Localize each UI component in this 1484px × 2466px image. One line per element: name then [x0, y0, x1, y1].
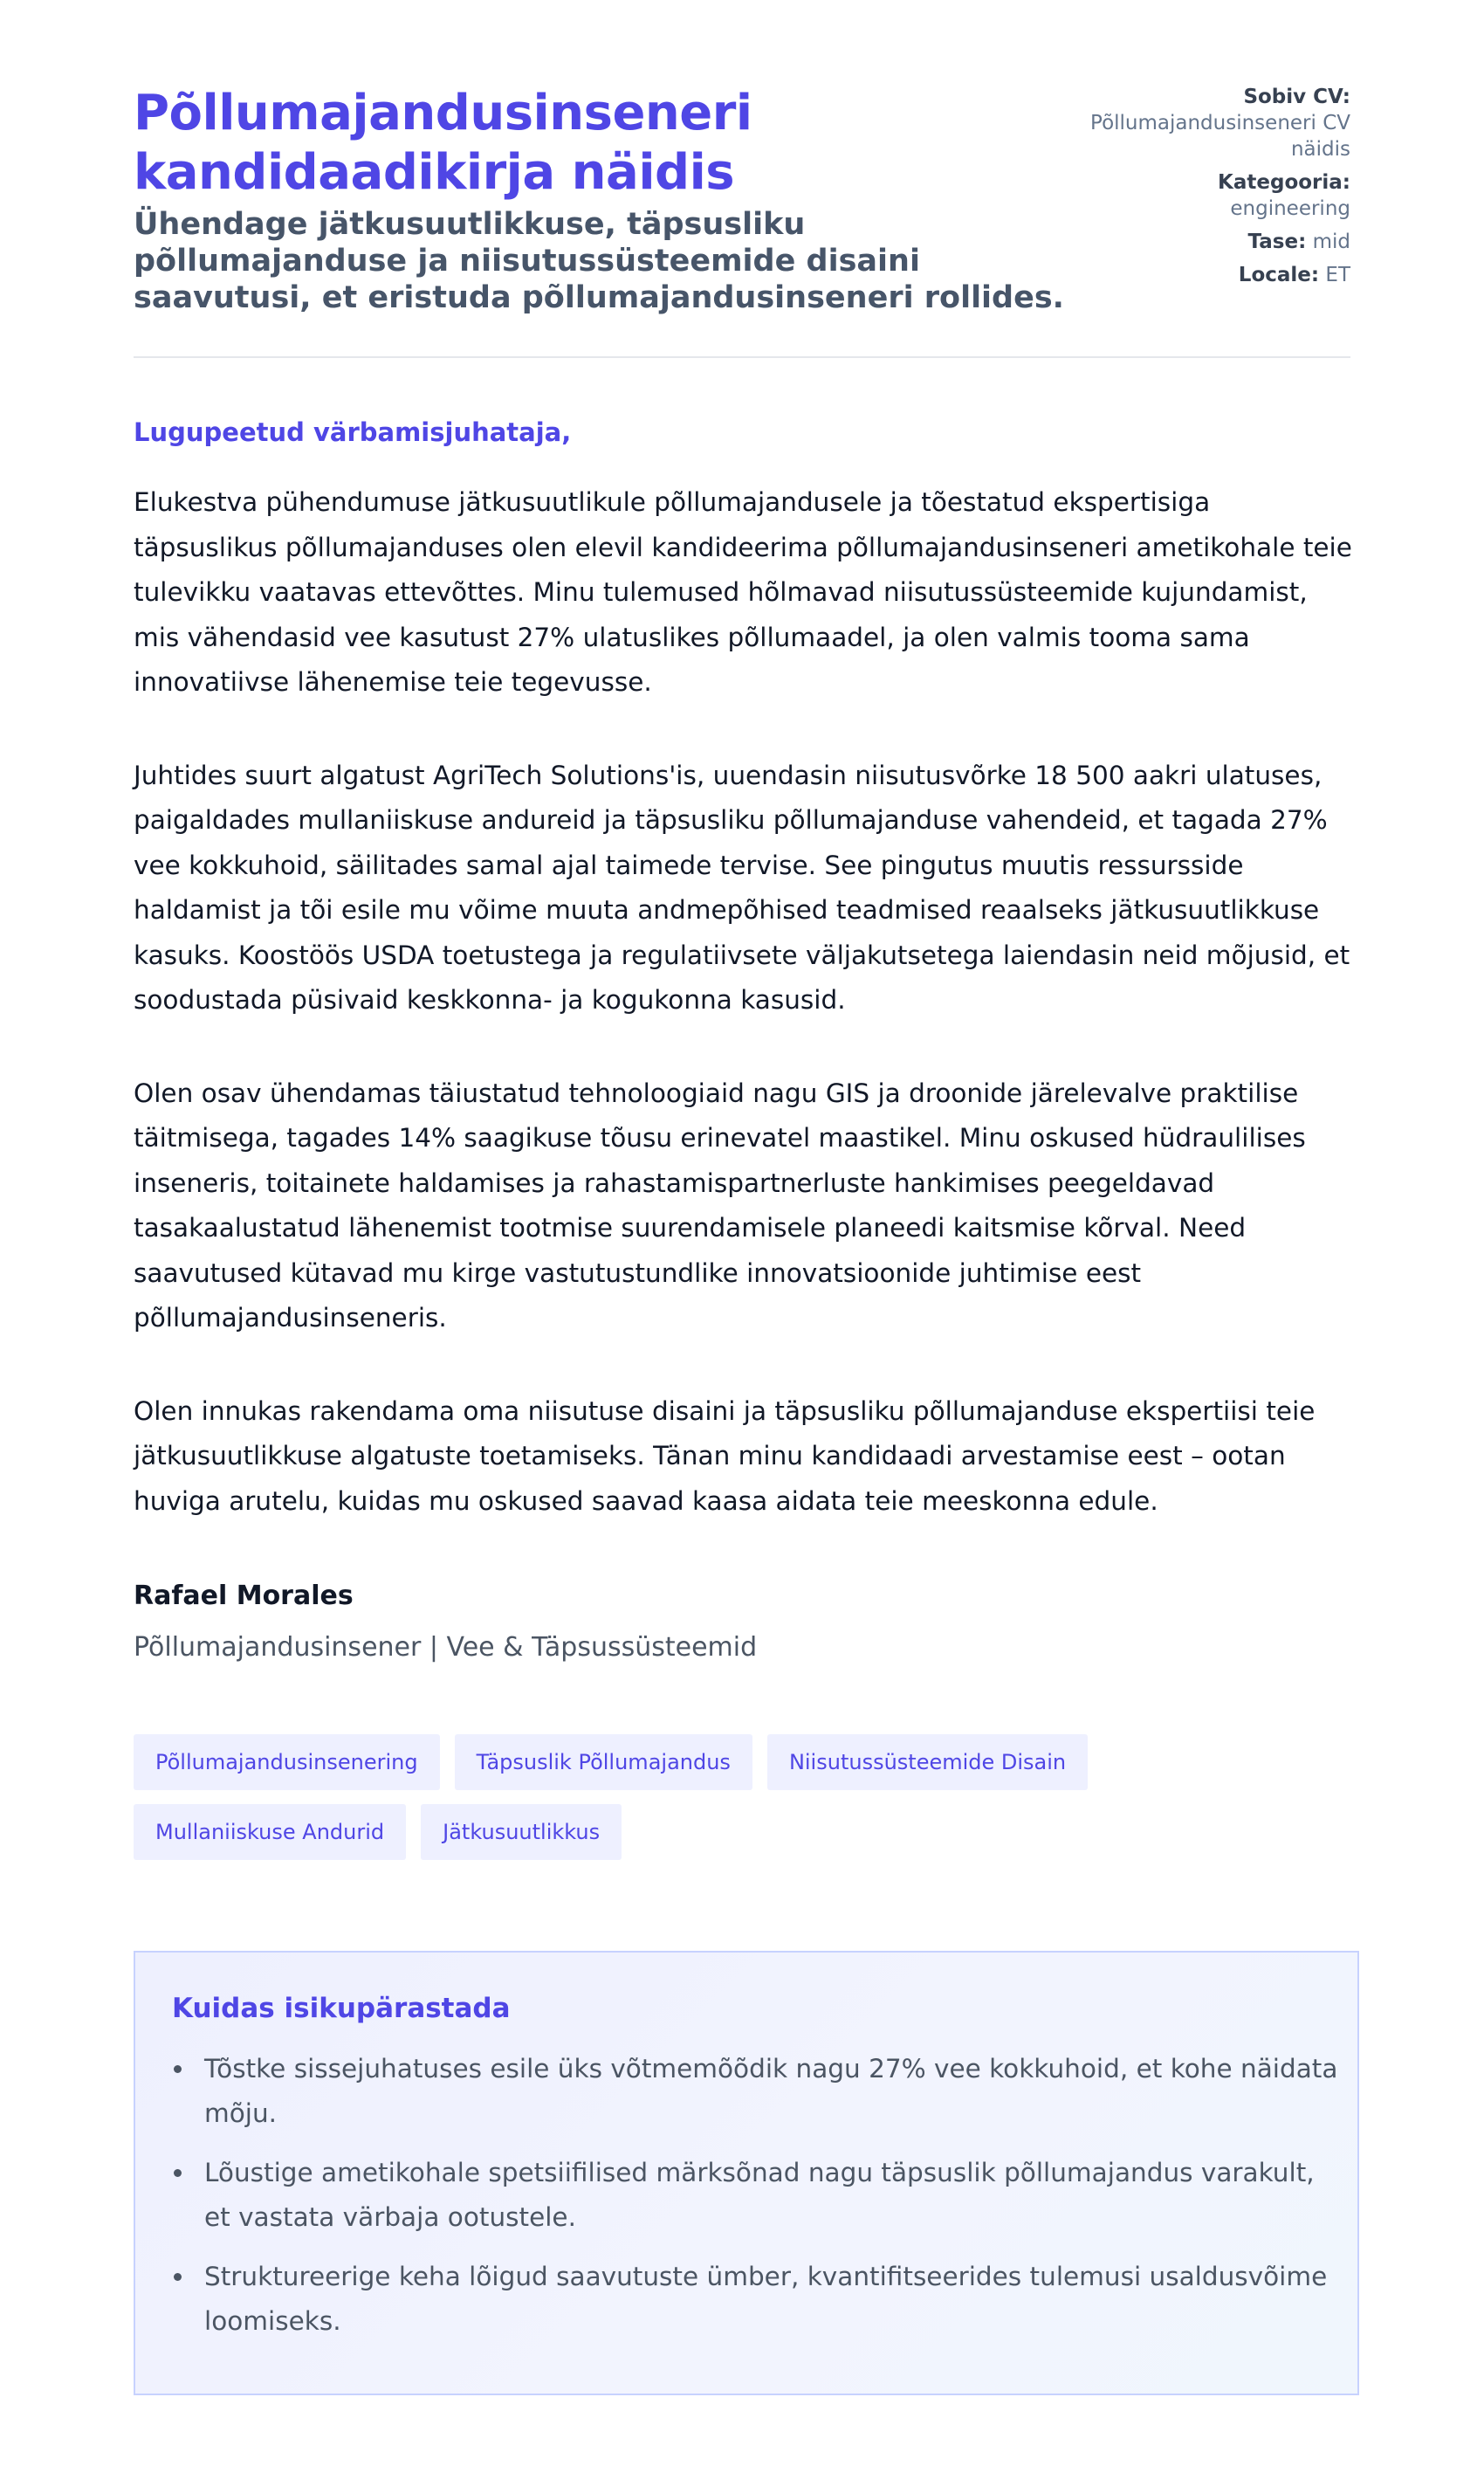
tag-chip[interactable]: Täpsuslik Põllumajandus [455, 1734, 752, 1790]
meta-cv-value[interactable]: Põllumajandusinseneri CV näidis [1090, 112, 1350, 161]
tip-item: Lõustige ametikohale spetsiifilised märksõnad nagu täpsuslik põllumajandus varakult, et vastata värbaja ootustele. [172, 2151, 1339, 2240]
letter-paragraph: Olen innukas rakendama oma niisutuse disaini ja täpsusliku põllumajanduse ekspertiisi teie jätkusuutlikkuse algatuste toetamiseks. Tänan minu kandidaadi arvestamise eest – ootan huviga arutelu, kuidas mu oskused saavad kaasa aidata teie meeskonna edule. [134, 1395, 1316, 1516]
meta-panel [1089, 84, 1350, 295]
meta-category-label: Kategooria: [1218, 171, 1350, 194]
page-subtitle: Ühendage jätkusuutlikkuse, täpsusliku põllumajanduse ja niisutussüsteemide disaini saavutusi, et eristuda põllumajandusinseneri rollides. [134, 207, 1064, 315]
tag-chip[interactable]: Põllumajandusinsenering [134, 1734, 440, 1790]
tag-list [134, 1734, 1356, 1860]
letter-paragraph: Juhtides suurt algatust AgriTech Solutions'is, uuendasin niisutusvõrke 18 500 aakri ulatuses, paigaldades mullaniiskuse andureid ja täpsusliku põllumajanduse vahendeid, et tagada 27% vee kokkuhoid, säilitades samal ajal taimede tervise. See pingutus muutis ressursside haldamist ja tõi esile mu võime muuta andmepõhised teadmised reaalseks jätkusuutlikkuse kasuks. Koostöös USDA toetustega ja regulatiivsete väljakutsetega laiendasin neid mõjusid, et soodustada püsivaid keskkonna- ja kogukonna kasusid. [134, 760, 1350, 1015]
page-title: Põllumajandusinseneri kandidaadikirja näidis [134, 85, 752, 201]
meta-cv-label: Sobiv CV: [1243, 86, 1350, 108]
meta-level-value: mid [1312, 231, 1350, 253]
letter-paragraph: Elukestva pühendumuse jätkusuutlikule põllumajandusele ja tõestatud ekspertisiga täpsuslikus põllumajanduses olen elevil kandideerima põllumajandusinseneri ametikohale teie tulevikku vaatavas ettevõttes. Minu tulemused hõlmavad niisutussüsteemide kujundamist, mis vähendasid vee kasutust 27% ulatuslikes põllumaadel, ja olen valmis tooma sama innovatiivse lähenemise teie tegevusse. [134, 487, 1352, 697]
letter-body [134, 480, 1350, 1524]
letter-signature [134, 1581, 1350, 1663]
signature-role: Põllumajandusinsener | Vee & Täpsussüsteemid [134, 1632, 758, 1663]
tip-item: Tõstke sissejuhatuses esile üks võtmemõõdik nagu 27% vee kokkuhoid, et kohe näidata mõju. [172, 2047, 1339, 2136]
tag-chip[interactable]: Niisutussüsteemide Disain [767, 1734, 1088, 1790]
meta-category-value: engineering [1230, 197, 1350, 220]
meta-cv [1089, 84, 1350, 162]
meta-category [1089, 169, 1350, 222]
letter-paragraph: Olen osav ühendamas täiustatud tehnoloogiaid nagu GIS ja droonide järelevalve praktilise täitmisega, tagades 14% saagikuse tõusu erinevatel maastikel. Minu oskused hüdraulilises inseneris, toitainete haldamises ja rahastamispartnerluste hankimises peegeldavad tasakaalustatud lähenemist tootmise suurendamisele planeedi kaitsmise kõrval. Need saavutused kütavad mu kirge vastutustundlike innovatsioonide juhtimise eest põllumajandusinseneris. [134, 1078, 1306, 1333]
meta-locale-value: ET [1325, 264, 1350, 286]
letter-salutation: Lugupeetud värbamisjuhataja, [134, 417, 572, 447]
tag-chip[interactable]: Mullaniiskuse Andurid [134, 1804, 406, 1860]
tag-chip[interactable]: Jätkusuutlikkus [421, 1804, 622, 1860]
tips-title: Kuidas isikupärastada [172, 1993, 511, 2024]
tip-item: Struktureerige keha lõigud saavutuste ümber, kvantifitseerides tulemusi usaldusvõime loomiseks. [172, 2255, 1339, 2344]
personalization-tips [134, 1951, 1359, 2395]
meta-level [1089, 229, 1350, 255]
signature-name: Rafael Morales [134, 1581, 354, 1611]
meta-level-label: Tase: [1247, 231, 1307, 253]
page-header [134, 84, 1350, 358]
meta-locale [1089, 262, 1350, 288]
meta-locale-label: Locale: [1238, 264, 1320, 286]
tips-list [172, 2047, 1338, 2344]
header-titles [134, 84, 1076, 316]
